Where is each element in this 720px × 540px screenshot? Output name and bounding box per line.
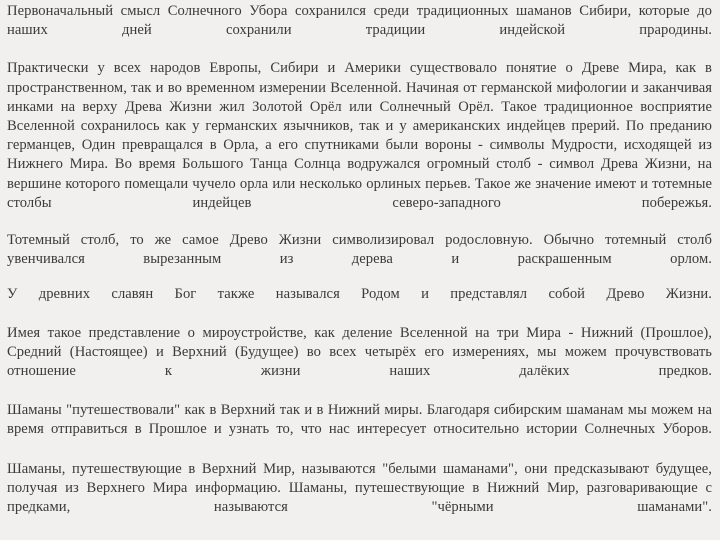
paragraph-three-worlds: Имея такое представление о мироустройстве, как деление Вселенной на три Мира - Нижний (Прошлое), Средний (Настоящее) и Верхний (Будущее) во всех четырёх его измерениях, мы можем прочувствовать отношение к жизни наших далёких предков. — [7, 324, 712, 380]
paragraph-world-tree: Практически у всех народов Европы, Сибири и Америки существовало понятие о Древе Мира, как в пространственном, так и во временном измерении Вселенной. Начиная от германской мифологии и заканчивая инками на верху Древа Жизни жил Золотой Орёл или Солнечный Орёл. Такое традиционное восприятие Вселенной сохранилось как у германских язычников, так и у американских индейцев прерий. По преданию германцев, Один превращался в Орла, а его спутниками были вороны - символы Мудрости, исходящей из Нижнего Мира. Во время Большого Танца Солнца водружался огромный столб - символ Древа Жизни, на вершине которого помещали чучело орла или несколько орлиных перьев. Такое же значение имеют и тотемные столбы индейцев северо-западного побережья. — [7, 60, 712, 211]
paragraph-shaman-journeys: Шаманы "путешествовали" как в Верхний так и в Нижний миры. Благодаря сибирским шаманам мы можем на время отправиться в Прошлое и узнать то, что нас интересует относительно истории Солнечных Уборов. — [7, 402, 712, 438]
paragraph-white-black-shamans: Шаманы, путешествующие в Верхний Мир, называются "белыми шаманами", они предсказывают будущее, получая из Верхнего Мира информацию. Шаманы, путешествующие в Нижний Мир, разговаривающие с предками, называются "чёрными шаманами". — [7, 460, 712, 516]
paragraph-totem-pole: Тотемный столб, то же самое Древо Жизни символизировал родословную. Обычно тотемный столб увенчивался вырезанным из дерева и раскрашенным орлом. — [7, 232, 712, 268]
paragraph-slavic-rod: У древних славян Бог также назывался Родом и представлял собой Древо Жизни. — [7, 286, 712, 303]
paragraph-solar-headdress-origin: Первоначальный смысл Солнечного Убора сохранился среди традиционных шаманов Сибири, которые до наших дней сохранили традиции индейской прародины. — [7, 3, 712, 39]
